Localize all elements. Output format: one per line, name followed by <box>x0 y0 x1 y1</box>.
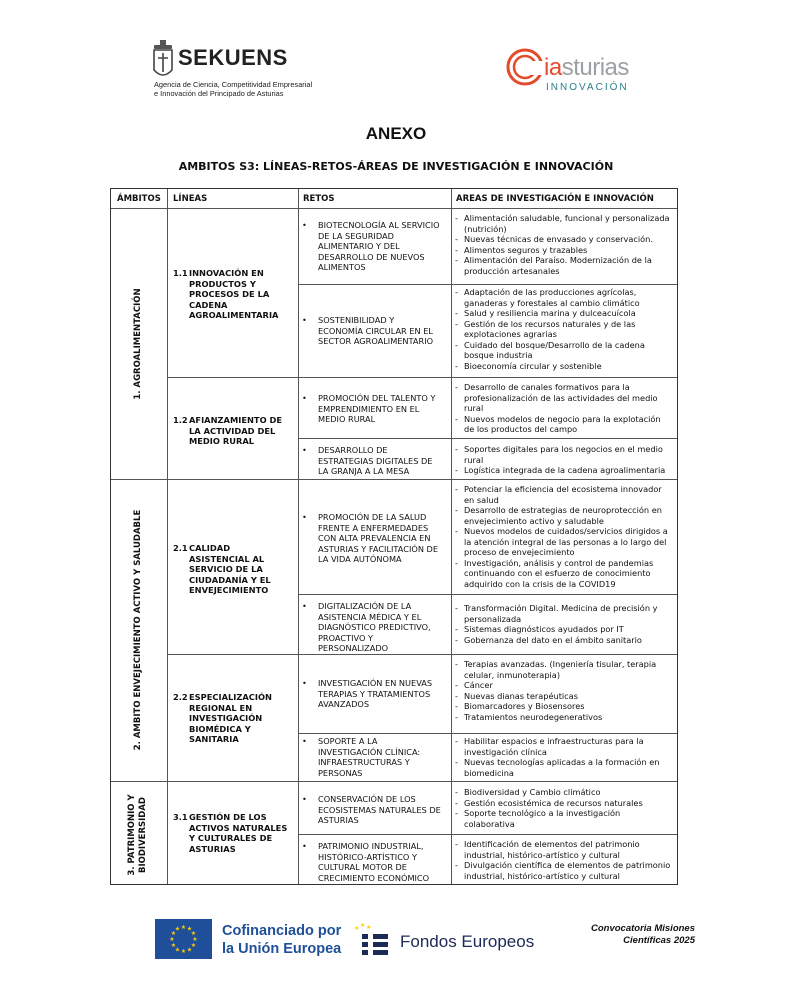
reto <box>300 220 440 273</box>
list-item-line: rural <box>464 403 484 413</box>
reto-line: • BIOTECNOLOGÍA AL SERVICIO <box>318 220 440 230</box>
iasturias-circle-icon <box>505 47 545 87</box>
reto-line: ASTURIAS <box>318 815 359 825</box>
areas-list <box>455 444 665 476</box>
convocatoria-text <box>560 923 695 947</box>
list-item <box>455 839 670 860</box>
reto-line: MEDIO RURAL <box>318 414 376 424</box>
areas-list <box>455 603 657 645</box>
list-item <box>455 234 670 245</box>
reto-line: ECOSISTEMAS NATURALES DE <box>318 804 441 815</box>
ambito-label-line: 3. PATRIMONIO Y <box>127 794 137 876</box>
list-item <box>455 465 665 476</box>
list-item <box>455 701 656 712</box>
col-divider <box>167 189 168 884</box>
annex-table <box>110 188 678 885</box>
list-item-line: la atención integral de las personas a lo largo del <box>464 536 667 547</box>
linea-line: LA ACTIVIDAD DEL <box>189 425 276 436</box>
list-item-line: adquirido con la crisis de la COVID19 <box>464 578 616 589</box>
header-areas: AREAS DE INVESTIGACIÓN E INNOVACIÓN <box>456 194 654 204</box>
linea-line: AFIANZAMIENTO DE <box>189 415 283 425</box>
list-item <box>455 319 645 340</box>
col-divider <box>298 189 299 884</box>
reto-line: ALIMENTOS <box>318 262 366 272</box>
list-item <box>455 603 657 624</box>
reto-line: HISTÓRICO-ARTÍSTICO Y <box>318 851 417 862</box>
reto-divider <box>298 284 677 285</box>
list-item-line: - Nuevos modelos de negocio para la explotación <box>464 413 661 424</box>
linea-line: ENVEJECIMIENTO <box>189 585 269 595</box>
iasturias-name-rest: sturias <box>561 54 629 81</box>
linea-num: 2.1 <box>173 543 188 553</box>
col-divider <box>451 189 452 884</box>
linea-line: SANITARIA <box>189 734 239 744</box>
reto-line: • PROMOCIÓN DE LA SALUD <box>318 512 427 522</box>
linea-line: AGROALIMENTARIA <box>189 310 279 320</box>
list-item-line: en salud <box>464 494 499 505</box>
linea-line: ACTIVOS NATURALES <box>189 822 288 833</box>
linea-1-2 <box>173 415 282 447</box>
list-item-line: - Bioeconomía circular y sostenible <box>464 360 602 371</box>
list-item-line: proceso de envejecimiento <box>464 547 575 557</box>
ambito-label-line: BIODIVERSIDAD <box>138 797 148 873</box>
linea-num: 3.1 <box>173 812 188 822</box>
reto-line: LA GRANJA A LA MESA <box>318 466 410 476</box>
list-item-line: rural <box>464 454 484 465</box>
linea-num: 2.2 <box>173 692 188 702</box>
reto-line: EMPRENDIMIENTO EN EL <box>318 403 420 414</box>
ambito-label: 2. AMBITO ENVEJECIMIENTO ACTIVO Y SALUDABLE <box>133 509 143 751</box>
list-item-line: - Gobernanza del dato en el ámbito sanitario <box>464 634 642 645</box>
list-item-line: bosque industria <box>464 350 533 360</box>
linea-num: 1.1 <box>173 268 188 278</box>
svg-text:★: ★ <box>174 946 181 954</box>
reto-divider <box>298 834 677 835</box>
header-divider <box>111 208 677 209</box>
list-item-line: continuando con el esfuerzo de conocimiento <box>464 568 651 578</box>
areas-list <box>455 287 645 371</box>
list-item <box>455 659 656 680</box>
list-item <box>455 736 659 757</box>
reto-line: INVESTIGACIÓN CLÍNICA: <box>318 746 421 757</box>
list-item-line: - Nuevos modelos de cuidados/servicios dirigidos a <box>464 526 668 536</box>
linea-line: MEDIO RURAL <box>189 436 255 446</box>
list-item-line: - Salud y resiliencia marina y dulceacuícola <box>464 308 636 318</box>
reto-line: TERAPIAS Y TRATAMIENTOS <box>318 688 431 699</box>
reto-line: INFRAESTRUCTURAS Y <box>318 757 410 767</box>
header-lineas: LÍNEAS <box>173 194 208 204</box>
svg-text:★: ★ <box>366 924 372 931</box>
ambito-label <box>127 787 151 883</box>
svg-text:★: ★ <box>190 930 197 937</box>
list-item <box>455 712 656 723</box>
list-item-line: - Nuevas dianas terapéuticas <box>464 690 578 701</box>
header-ambitos: ÁMBITOS <box>117 194 161 204</box>
list-item-line: - Desarrollo de canales formativos para la <box>464 382 630 392</box>
list-item-line: - Gestión ecosistémica de recursos naturales <box>464 797 643 808</box>
iasturias-name-ia: ia <box>544 54 562 81</box>
list-item-line: - Alimentos seguros y trazables <box>464 244 588 255</box>
reto-divider <box>298 594 677 595</box>
reto-line: ESTRATEGIAS DIGITALES DE <box>318 455 433 466</box>
list-item <box>455 444 665 465</box>
areas-list <box>455 484 668 589</box>
list-item <box>455 361 645 372</box>
sekuens-name: SEKUENS <box>178 45 288 70</box>
areas-list <box>455 213 670 276</box>
svg-text:★: ★ <box>180 924 187 931</box>
asturias-crest-icon <box>152 40 174 82</box>
list-item-line: - Identificación de elementos del patrimonio <box>464 839 640 849</box>
reto-line: FRENTE A ENFERMEDADES <box>318 522 429 533</box>
reto-line: LA VIDA AUTÓNOMA <box>318 554 402 564</box>
linea-line: ESPECIALIZACIÓN <box>189 692 272 702</box>
linea-line: CADENA <box>189 299 228 310</box>
linea-divider <box>167 654 677 655</box>
list-item-line: - Habilitar espacios e infraestructuras para la <box>464 736 644 746</box>
list-item-line: - Divulgación científica de elementos de patrimonio <box>464 860 671 870</box>
linea-line: Y CULTURALES DE <box>189 833 273 843</box>
sekuens-logo <box>150 38 350 100</box>
list-item-line: - Soportes digitales para los negocios en el medio <box>464 444 663 454</box>
reto-line: SECTOR AGROALIMENTARIO <box>318 336 434 346</box>
reto-line: DESARROLLO DE NUEVOS <box>318 251 425 262</box>
linea-line: CIUDADANÍA Y EL <box>189 574 271 585</box>
list-item <box>455 860 670 881</box>
list-item <box>455 340 645 361</box>
linea-line: SERVICIO DE LA <box>189 564 263 574</box>
list-item <box>455 526 668 558</box>
list-item-line: - Cáncer <box>464 680 493 690</box>
convocatoria-line: Científicas 2025 <box>623 935 695 946</box>
reto <box>300 393 435 425</box>
list-item-line: de los productos del campo <box>464 424 578 434</box>
svg-text:★: ★ <box>192 936 198 943</box>
reto-line: PERSONALIZADO <box>318 643 389 653</box>
iasturias-subtitle: INNOVACIÓN <box>546 82 629 93</box>
list-item-line: (nutrición) <box>464 223 507 234</box>
eu-line: Cofinanciado por <box>222 923 342 939</box>
list-item <box>455 558 668 590</box>
list-item-line: - Nuevas técnicas de envasado y conservación. <box>464 234 653 244</box>
list-item <box>455 798 643 809</box>
linea-num: 1.2 <box>173 415 188 425</box>
iasturias-name <box>544 54 629 82</box>
areas-list <box>455 839 670 881</box>
linea-2-1 <box>173 543 271 596</box>
reto <box>300 678 432 710</box>
reto-line: PERSONAS <box>318 767 363 778</box>
reto-line: ASISTENCIA MÉDICA Y EL <box>318 611 422 622</box>
list-item <box>455 635 657 646</box>
linea-divider <box>167 377 677 378</box>
list-item-line: ganaderas y forestales al cambio climático <box>464 297 640 308</box>
reto-line: • SOSTENIBILIDAD Y <box>318 315 395 325</box>
list-item-line: - Tratamientos neurodegenerativos <box>464 711 603 722</box>
linea-line: PRODUCTOS Y <box>189 278 256 289</box>
linea-line: GESTIÓN DE LOS <box>189 812 267 822</box>
list-item <box>455 505 668 526</box>
linea-line: INNOVACIÓN EN <box>189 268 264 278</box>
list-item-line: industrial, histórico-artístico y cultural <box>464 870 620 881</box>
reto-line: DE LA SEGURIDAD <box>318 230 394 241</box>
list-item-line: - Cuidado del bosque/Desarrollo de la cadena <box>464 339 645 350</box>
reto-line: • CONSERVACIÓN DE LOS <box>318 794 416 804</box>
list-item <box>455 213 670 234</box>
list-item-line: - Gestión de los recursos naturales y de las <box>464 318 636 329</box>
list-item <box>455 287 645 308</box>
list-item-line: celular, inmunoterapia) <box>464 669 561 680</box>
reto-line: PROACTIVO Y <box>318 632 374 643</box>
reto-line: ECONOMÍA CIRCULAR EN EL <box>318 325 433 336</box>
list-item-line: profesionalización de las actividades del medio <box>464 392 658 403</box>
linea-line: INVESTIGACIÓN <box>189 713 263 723</box>
page-subtitle: AMBITOS S3: LÍNEAS-RETOS-ÁREAS DE INVESTIGACIÓN E INNOVACIÓN <box>178 160 614 173</box>
linea-line: ASTURIAS <box>189 843 236 854</box>
list-item-line: - Adaptación de las producciones agrícolas, <box>464 287 637 297</box>
sekuens-subtitle-1: Agencia de Ciencia, Competitividad Empresarial <box>154 80 313 89</box>
list-item-line: - Investigación, análisis y control de pandemias <box>464 557 654 568</box>
eu-flag-icon <box>155 919 212 959</box>
linea-line: BIOMÉDICA Y <box>189 723 251 734</box>
reto-line: CULTURAL MOTOR DE <box>318 862 407 872</box>
list-item <box>455 787 643 798</box>
svg-text:★: ★ <box>354 925 360 932</box>
list-item-line: personalizada <box>464 613 522 624</box>
ambito-divider <box>111 781 677 782</box>
eu-cofinanciado-text <box>222 922 341 958</box>
svg-text:★: ★ <box>169 936 175 943</box>
page-title: ANEXO <box>365 124 427 143</box>
list-item-line: - Transformación Digital. Medicina de precisión y <box>464 603 658 613</box>
linea-line: ASISTENCIAL AL <box>189 553 265 564</box>
areas-list <box>455 787 643 829</box>
ambito-divider <box>111 479 677 480</box>
linea-line: PROCESOS DE LA <box>189 289 270 299</box>
list-item <box>455 382 661 414</box>
reto-line: CON ALTA PREVALENCIA EN <box>318 533 431 543</box>
reto-line: ALIMENTARIO Y DEL <box>318 241 400 251</box>
fondos-europeos-text: Fondos Europeos <box>400 932 535 951</box>
reto-line: • PROMOCIÓN DEL TALENTO Y <box>318 393 436 403</box>
reto-line: ASTURIAS Y FACILITACIÓN DE <box>318 543 439 554</box>
list-item <box>455 414 661 435</box>
list-item-line: producción artesanales <box>464 265 560 276</box>
linea-2-2 <box>173 692 272 745</box>
areas-list <box>455 659 656 722</box>
sekuens-subtitle-2: e Innovación del Principado de Asturias <box>154 89 284 98</box>
list-item <box>455 757 659 778</box>
reto-line: DIAGNÓSTICO PREDICTIVO, <box>318 622 431 632</box>
reto <box>300 445 432 477</box>
svg-text:★: ★ <box>186 946 193 954</box>
list-item-line: - Biodiversidad y Cambio climático <box>464 787 601 797</box>
reto <box>300 736 420 778</box>
iasturias-logo <box>505 44 665 100</box>
list-item-line: - Potenciar la eficiencia del ecosistema innovador <box>464 484 662 494</box>
reto-line: • PATRIMONIO INDUSTRIAL, <box>318 841 424 851</box>
reto-line: • DESARROLLO DE <box>318 445 388 455</box>
list-item <box>455 484 668 505</box>
reto <box>300 512 438 565</box>
linea-3-1 <box>173 812 287 854</box>
list-item-line: - Desarrollo de estrategias de neuroprotección en <box>464 505 662 515</box>
eu-line: la Unión Europea <box>222 941 342 957</box>
list-item <box>455 680 656 691</box>
areas-list <box>455 736 659 778</box>
convocatoria-line: Convocatoria Misiones <box>591 923 695 934</box>
svg-text:★: ★ <box>190 942 197 949</box>
list-item <box>455 624 657 635</box>
reto-line: • DIGITALIZACIÓN DE LA <box>318 601 412 611</box>
reto <box>300 315 433 347</box>
ambito-label: 1. AGROALIMENTACIÓN <box>133 288 143 400</box>
fondos-europeos-icon <box>352 922 392 960</box>
svg-text:★: ★ <box>170 942 177 949</box>
list-item-line: colaborativa <box>464 818 515 829</box>
reto-line: • SOPORTE A LA <box>318 736 378 746</box>
reto <box>300 794 441 826</box>
list-item-line: envejecimiento activo y saludable <box>464 515 604 526</box>
list-item-line: - Nuevas tecnologías aplicadas a la formación en <box>464 757 660 767</box>
reto-line: AVANZADOS <box>318 699 370 709</box>
reto-divider <box>298 438 677 439</box>
list-item-line: biomedicina <box>464 767 514 778</box>
linea-line: REGIONAL EN <box>189 702 253 713</box>
list-item-line: investigación clínica <box>464 746 547 757</box>
reto <box>300 841 429 883</box>
list-item <box>455 245 670 256</box>
list-item <box>455 308 645 319</box>
list-item-line: - Logística integrada de la cadena agroalimentaria <box>464 465 666 475</box>
eu-stars-icon <box>155 919 212 959</box>
list-item-line: explotaciones agrarias <box>464 329 557 339</box>
list-item <box>455 808 643 829</box>
list-item-line: - Biomarcadores y Biosensores <box>464 701 585 711</box>
reto-line: CRECIMIENTO ECONÓMICO <box>318 872 430 883</box>
svg-text:★: ★ <box>174 925 181 933</box>
list-item-line: - Terapias avanzadas. (Ingeniería tisular, terapia <box>464 659 657 669</box>
header-retos: RETOS <box>303 194 335 204</box>
reto-divider <box>298 733 677 734</box>
svg-text:★: ★ <box>360 922 366 929</box>
reto <box>300 601 431 654</box>
reto-line: • INVESTIGACIÓN EN NUEVAS <box>318 678 433 688</box>
areas-list <box>455 382 661 435</box>
list-item-line: - Sistemas diagnósticos ayudados por IT <box>464 624 624 634</box>
list-item-line: industrial, histórico-artístico y cultural <box>464 849 620 860</box>
list-item <box>455 255 670 276</box>
linea-1-1 <box>173 268 278 321</box>
linea-line: CALIDAD <box>189 543 231 553</box>
list-item-line: - Soporte tecnológico a la investigación <box>464 808 621 818</box>
svg-text:★: ★ <box>170 930 177 937</box>
svg-text:★: ★ <box>180 948 187 955</box>
list-item <box>455 691 656 702</box>
list-item-line: - Alimentación del Paraíso. Modernización de la <box>464 255 652 265</box>
list-item-line: - Alimentación saludable, funcional y personalizada <box>464 213 670 223</box>
svg-text:★: ★ <box>186 925 193 933</box>
